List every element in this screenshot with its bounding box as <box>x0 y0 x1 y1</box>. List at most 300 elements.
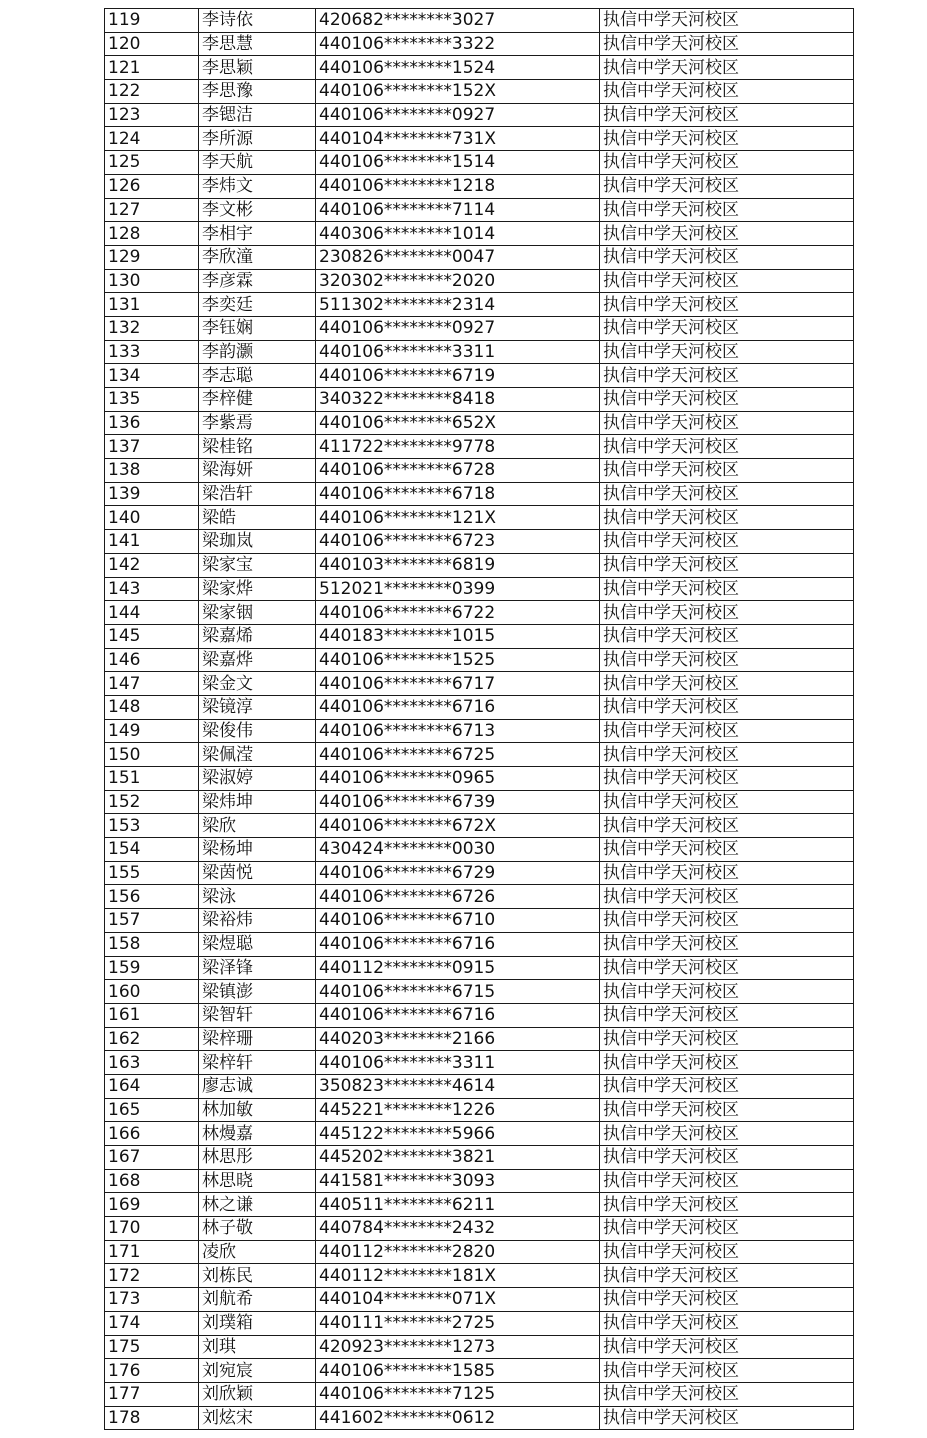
row-number: 147 <box>105 672 199 696</box>
id-number: 440112********181X <box>316 1264 600 1288</box>
table-row <box>105 530 854 554</box>
table-row <box>105 340 854 364</box>
student-name: 梁煜聪 <box>199 932 316 956</box>
table-row <box>105 695 854 719</box>
school-name: 执信中学天河校区 <box>600 1003 854 1027</box>
student-name: 李梓健 <box>199 388 316 412</box>
id-number: 440106********6719 <box>316 364 600 388</box>
school-name: 执信中学天河校区 <box>600 9 854 33</box>
row-number: 177 <box>105 1382 199 1406</box>
id-number: 440103********6819 <box>316 553 600 577</box>
school-name: 执信中学天河校区 <box>600 151 854 175</box>
student-name: 李文彬 <box>199 198 316 222</box>
school-name: 执信中学天河校区 <box>600 103 854 127</box>
row-number: 172 <box>105 1264 199 1288</box>
student-name: 梁嘉烯 <box>199 624 316 648</box>
student-name: 李诗依 <box>199 9 316 33</box>
student-name: 梁浩轩 <box>199 482 316 506</box>
student-name: 梁镇澎 <box>199 980 316 1004</box>
school-name: 执信中学天河校区 <box>600 790 854 814</box>
id-number: 440106********652X <box>316 411 600 435</box>
student-name: 梁梓珊 <box>199 1027 316 1051</box>
student-name: 梁嘉烨 <box>199 648 316 672</box>
id-number: 440106********1218 <box>316 174 600 198</box>
row-number: 154 <box>105 838 199 862</box>
school-name: 执信中学天河校区 <box>600 1122 854 1146</box>
row-number: 144 <box>105 601 199 625</box>
school-name: 执信中学天河校区 <box>600 222 854 246</box>
school-name: 执信中学天河校区 <box>600 411 854 435</box>
school-name: 执信中学天河校区 <box>600 932 854 956</box>
table-row <box>105 1122 854 1146</box>
row-number: 139 <box>105 482 199 506</box>
row-number: 152 <box>105 790 199 814</box>
student-name: 梁家烨 <box>199 577 316 601</box>
row-number: 128 <box>105 222 199 246</box>
school-name: 执信中学天河校区 <box>600 127 854 151</box>
table-row <box>105 316 854 340</box>
row-number: 148 <box>105 695 199 719</box>
id-number: 445122********5966 <box>316 1122 600 1146</box>
student-name: 梁泽锋 <box>199 956 316 980</box>
id-number: 512021********0399 <box>316 577 600 601</box>
row-number: 164 <box>105 1074 199 1098</box>
student-name: 梁茵悦 <box>199 861 316 885</box>
school-name: 执信中学天河校区 <box>600 1193 854 1217</box>
row-number: 161 <box>105 1003 199 1027</box>
row-number: 158 <box>105 932 199 956</box>
student-name: 梁俊伟 <box>199 719 316 743</box>
table-row <box>105 1051 854 1075</box>
school-name: 执信中学天河校区 <box>600 767 854 791</box>
student-name: 李思慧 <box>199 32 316 56</box>
id-number: 440106********1585 <box>316 1359 600 1383</box>
id-number: 440784********2432 <box>316 1217 600 1241</box>
school-name: 执信中学天河校区 <box>600 32 854 56</box>
row-number: 174 <box>105 1311 199 1335</box>
id-number: 440106********1525 <box>316 648 600 672</box>
school-name: 执信中学天河校区 <box>600 743 854 767</box>
id-number: 440106********6729 <box>316 861 600 885</box>
id-number: 440106********6713 <box>316 719 600 743</box>
table-row <box>105 198 854 222</box>
table-row <box>105 506 854 530</box>
id-number: 340322********8418 <box>316 388 600 412</box>
id-number: 511302********2314 <box>316 293 600 317</box>
school-name: 执信中学天河校区 <box>600 269 854 293</box>
student-name: 李紫焉 <box>199 411 316 435</box>
row-number: 134 <box>105 364 199 388</box>
id-number: 420682********3027 <box>316 9 600 33</box>
id-number: 440511********6211 <box>316 1193 600 1217</box>
school-name: 执信中学天河校区 <box>600 1146 854 1170</box>
id-number: 440106********6722 <box>316 601 600 625</box>
school-name: 执信中学天河校区 <box>600 1027 854 1051</box>
school-name: 执信中学天河校区 <box>600 909 854 933</box>
student-name: 梁裕炜 <box>199 909 316 933</box>
school-name: 执信中学天河校区 <box>600 838 854 862</box>
row-number: 149 <box>105 719 199 743</box>
id-number: 440106********6723 <box>316 530 600 554</box>
row-number: 170 <box>105 1217 199 1241</box>
id-number: 440106********0965 <box>316 767 600 791</box>
row-number: 124 <box>105 127 199 151</box>
student-name: 梁家铟 <box>199 601 316 625</box>
school-name: 执信中学天河校区 <box>600 861 854 885</box>
school-name: 执信中学天河校区 <box>600 1240 854 1264</box>
student-name: 梁家宝 <box>199 553 316 577</box>
id-number: 440112********2820 <box>316 1240 600 1264</box>
id-number: 440106********7125 <box>316 1382 600 1406</box>
table-row <box>105 222 854 246</box>
table-row <box>105 909 854 933</box>
student-name: 林之谦 <box>199 1193 316 1217</box>
school-name: 执信中学天河校区 <box>600 1264 854 1288</box>
row-number: 138 <box>105 459 199 483</box>
id-number: 440106********6725 <box>316 743 600 767</box>
table-row <box>105 624 854 648</box>
id-number: 440183********1015 <box>316 624 600 648</box>
school-name: 执信中学天河校区 <box>600 885 854 909</box>
id-number: 440112********0915 <box>316 956 600 980</box>
student-name: 廖志诚 <box>199 1074 316 1098</box>
student-name: 林思彤 <box>199 1146 316 1170</box>
row-number: 143 <box>105 577 199 601</box>
student-name: 李彦霖 <box>199 269 316 293</box>
student-name: 梁梓轩 <box>199 1051 316 1075</box>
id-number: 440106********3311 <box>316 1051 600 1075</box>
table-row <box>105 388 854 412</box>
school-name: 执信中学天河校区 <box>600 198 854 222</box>
student-name: 李炜文 <box>199 174 316 198</box>
table-row <box>105 1146 854 1170</box>
table-row <box>105 269 854 293</box>
table-row <box>105 293 854 317</box>
table-row <box>105 482 854 506</box>
student-name: 梁珈岚 <box>199 530 316 554</box>
student-name: 梁杨坤 <box>199 838 316 862</box>
table-row <box>105 1074 854 1098</box>
student-name: 梁桂铭 <box>199 435 316 459</box>
row-number: 150 <box>105 743 199 767</box>
table-row <box>105 814 854 838</box>
row-number: 145 <box>105 624 199 648</box>
table-row <box>105 743 854 767</box>
table-row <box>105 980 854 1004</box>
student-name: 梁炜坤 <box>199 790 316 814</box>
table-row <box>105 885 854 909</box>
table-row <box>105 1311 854 1335</box>
school-name: 执信中学天河校区 <box>600 672 854 696</box>
school-name: 执信中学天河校区 <box>600 695 854 719</box>
id-number: 440106********6717 <box>316 672 600 696</box>
id-number: 440106********6716 <box>316 1003 600 1027</box>
row-number: 120 <box>105 32 199 56</box>
table-row <box>105 411 854 435</box>
table-row <box>105 1406 854 1430</box>
table-row <box>105 103 854 127</box>
row-number: 141 <box>105 530 199 554</box>
table-row <box>105 435 854 459</box>
table-row <box>105 1169 854 1193</box>
row-number: 176 <box>105 1359 199 1383</box>
school-name: 执信中学天河校区 <box>600 1098 854 1122</box>
row-number: 142 <box>105 553 199 577</box>
id-number: 440306********1014 <box>316 222 600 246</box>
student-name: 李天航 <box>199 151 316 175</box>
school-name: 执信中学天河校区 <box>600 245 854 269</box>
id-number: 411722********9778 <box>316 435 600 459</box>
table-row <box>105 577 854 601</box>
school-name: 执信中学天河校区 <box>600 530 854 554</box>
table-row <box>105 1217 854 1241</box>
table-row <box>105 956 854 980</box>
id-number: 445221********1226 <box>316 1098 600 1122</box>
id-number: 440106********3311 <box>316 340 600 364</box>
table-row <box>105 601 854 625</box>
id-number: 230826********0047 <box>316 245 600 269</box>
school-name: 执信中学天河校区 <box>600 601 854 625</box>
table-row <box>105 553 854 577</box>
school-name: 执信中学天河校区 <box>600 1169 854 1193</box>
id-number: 440106********0927 <box>316 103 600 127</box>
table-row <box>105 932 854 956</box>
school-name: 执信中学天河校区 <box>600 388 854 412</box>
row-number: 175 <box>105 1335 199 1359</box>
table-row <box>105 790 854 814</box>
student-name: 李欣潼 <box>199 245 316 269</box>
table-row <box>105 861 854 885</box>
id-number: 440106********7114 <box>316 198 600 222</box>
student-name: 林加敏 <box>199 1098 316 1122</box>
row-number: 163 <box>105 1051 199 1075</box>
student-name: 李所源 <box>199 127 316 151</box>
table-row <box>105 56 854 80</box>
school-name: 执信中学天河校区 <box>600 1074 854 1098</box>
school-name: 执信中学天河校区 <box>600 1382 854 1406</box>
id-number: 430424********0030 <box>316 838 600 862</box>
school-name: 执信中学天河校区 <box>600 80 854 104</box>
student-name: 刘琪 <box>199 1335 316 1359</box>
student-name: 林思晓 <box>199 1169 316 1193</box>
school-name: 执信中学天河校区 <box>600 577 854 601</box>
id-number: 440106********6716 <box>316 932 600 956</box>
id-number: 440106********152X <box>316 80 600 104</box>
student-name: 李锶洁 <box>199 103 316 127</box>
table-row <box>105 1027 854 1051</box>
school-name: 执信中学天河校区 <box>600 340 854 364</box>
row-number: 136 <box>105 411 199 435</box>
id-number: 440106********0927 <box>316 316 600 340</box>
table-row <box>105 364 854 388</box>
id-number: 441602********0612 <box>316 1406 600 1430</box>
table-row <box>105 1382 854 1406</box>
table-row <box>105 672 854 696</box>
row-number: 140 <box>105 506 199 530</box>
student-name: 凌欣 <box>199 1240 316 1264</box>
row-number: 122 <box>105 80 199 104</box>
school-name: 执信中学天河校区 <box>600 1311 854 1335</box>
school-name: 执信中学天河校区 <box>600 719 854 743</box>
table-row <box>105 767 854 791</box>
school-name: 执信中学天河校区 <box>600 1288 854 1312</box>
id-number: 440111********2725 <box>316 1311 600 1335</box>
row-number: 169 <box>105 1193 199 1217</box>
student-name: 刘栋民 <box>199 1264 316 1288</box>
row-number: 151 <box>105 767 199 791</box>
row-number: 137 <box>105 435 199 459</box>
row-number: 133 <box>105 340 199 364</box>
school-name: 执信中学天河校区 <box>600 506 854 530</box>
student-name: 梁佩滢 <box>199 743 316 767</box>
table-row <box>105 1003 854 1027</box>
student-name: 刘欣颖 <box>199 1382 316 1406</box>
id-number: 440106********6715 <box>316 980 600 1004</box>
school-name: 执信中学天河校区 <box>600 624 854 648</box>
table-row <box>105 719 854 743</box>
id-number: 440104********071X <box>316 1288 600 1312</box>
table-row <box>105 648 854 672</box>
row-number: 162 <box>105 1027 199 1051</box>
row-number: 171 <box>105 1240 199 1264</box>
id-number: 350823********4614 <box>316 1074 600 1098</box>
school-name: 执信中学天河校区 <box>600 293 854 317</box>
id-number: 440104********731X <box>316 127 600 151</box>
student-list-table <box>104 8 854 1430</box>
table-row <box>105 1098 854 1122</box>
table-row <box>105 174 854 198</box>
school-name: 执信中学天河校区 <box>600 956 854 980</box>
school-name: 执信中学天河校区 <box>600 553 854 577</box>
table-row <box>105 1359 854 1383</box>
id-number: 440106********3322 <box>316 32 600 56</box>
school-name: 执信中学天河校区 <box>600 648 854 672</box>
school-name: 执信中学天河校区 <box>600 56 854 80</box>
school-name: 执信中学天河校区 <box>600 435 854 459</box>
row-number: 119 <box>105 9 199 33</box>
id-number: 441581********3093 <box>316 1169 600 1193</box>
student-name: 梁皓 <box>199 506 316 530</box>
id-number: 440106********1524 <box>316 56 600 80</box>
school-name: 执信中学天河校区 <box>600 1406 854 1430</box>
student-name: 刘炫宋 <box>199 1406 316 1430</box>
school-name: 执信中学天河校区 <box>600 1051 854 1075</box>
table-row <box>105 459 854 483</box>
row-number: 178 <box>105 1406 199 1430</box>
row-number: 157 <box>105 909 199 933</box>
school-name: 执信中学天河校区 <box>600 174 854 198</box>
student-name: 李相宇 <box>199 222 316 246</box>
school-name: 执信中学天河校区 <box>600 482 854 506</box>
row-number: 121 <box>105 56 199 80</box>
row-number: 173 <box>105 1288 199 1312</box>
row-number: 160 <box>105 980 199 1004</box>
id-number: 440106********6726 <box>316 885 600 909</box>
school-name: 执信中学天河校区 <box>600 364 854 388</box>
school-name: 执信中学天河校区 <box>600 1217 854 1241</box>
table-row <box>105 838 854 862</box>
id-number: 440203********2166 <box>316 1027 600 1051</box>
id-number: 440106********6718 <box>316 482 600 506</box>
id-number: 320302********2020 <box>316 269 600 293</box>
student-name: 梁海妍 <box>199 459 316 483</box>
id-number: 420923********1273 <box>316 1335 600 1359</box>
row-number: 167 <box>105 1146 199 1170</box>
table-row <box>105 1240 854 1264</box>
student-name: 刘航希 <box>199 1288 316 1312</box>
id-number: 440106********6716 <box>316 695 600 719</box>
student-name: 刘宛宸 <box>199 1359 316 1383</box>
table-row <box>105 9 854 33</box>
row-number: 129 <box>105 245 199 269</box>
student-name: 梁金文 <box>199 672 316 696</box>
id-number: 440106********1514 <box>316 151 600 175</box>
row-number: 166 <box>105 1122 199 1146</box>
school-name: 执信中学天河校区 <box>600 316 854 340</box>
id-number: 440106********672X <box>316 814 600 838</box>
student-name: 李思颖 <box>199 56 316 80</box>
row-number: 153 <box>105 814 199 838</box>
student-name: 李韵灏 <box>199 340 316 364</box>
student-name: 李奕廷 <box>199 293 316 317</box>
table-row <box>105 80 854 104</box>
table-body <box>105 9 854 1430</box>
id-number: 445202********3821 <box>316 1146 600 1170</box>
student-name: 梁欣 <box>199 814 316 838</box>
row-number: 132 <box>105 316 199 340</box>
row-number: 130 <box>105 269 199 293</box>
row-number: 123 <box>105 103 199 127</box>
student-name: 林熳嘉 <box>199 1122 316 1146</box>
table-row <box>105 245 854 269</box>
row-number: 146 <box>105 648 199 672</box>
row-number: 125 <box>105 151 199 175</box>
student-name: 林子敬 <box>199 1217 316 1241</box>
school-name: 执信中学天河校区 <box>600 1335 854 1359</box>
school-name: 执信中学天河校区 <box>600 1359 854 1383</box>
student-name: 梁泳 <box>199 885 316 909</box>
student-name: 梁淑婷 <box>199 767 316 791</box>
table-row <box>105 151 854 175</box>
student-name: 梁镜淳 <box>199 695 316 719</box>
table-row <box>105 1264 854 1288</box>
id-number: 440106********6728 <box>316 459 600 483</box>
student-name: 刘璞箱 <box>199 1311 316 1335</box>
id-number: 440106********121X <box>316 506 600 530</box>
id-number: 440106********6739 <box>316 790 600 814</box>
table-row <box>105 1288 854 1312</box>
table-row <box>105 1335 854 1359</box>
row-number: 165 <box>105 1098 199 1122</box>
student-name: 李思豫 <box>199 80 316 104</box>
table-row <box>105 127 854 151</box>
row-number: 126 <box>105 174 199 198</box>
school-name: 执信中学天河校区 <box>600 459 854 483</box>
school-name: 执信中学天河校区 <box>600 814 854 838</box>
row-number: 135 <box>105 388 199 412</box>
student-name: 李钰娴 <box>199 316 316 340</box>
id-number: 440106********6710 <box>316 909 600 933</box>
row-number: 168 <box>105 1169 199 1193</box>
row-number: 127 <box>105 198 199 222</box>
school-name: 执信中学天河校区 <box>600 980 854 1004</box>
table-row <box>105 32 854 56</box>
student-name: 李志聪 <box>199 364 316 388</box>
row-number: 155 <box>105 861 199 885</box>
table-row <box>105 1193 854 1217</box>
row-number: 156 <box>105 885 199 909</box>
row-number: 131 <box>105 293 199 317</box>
